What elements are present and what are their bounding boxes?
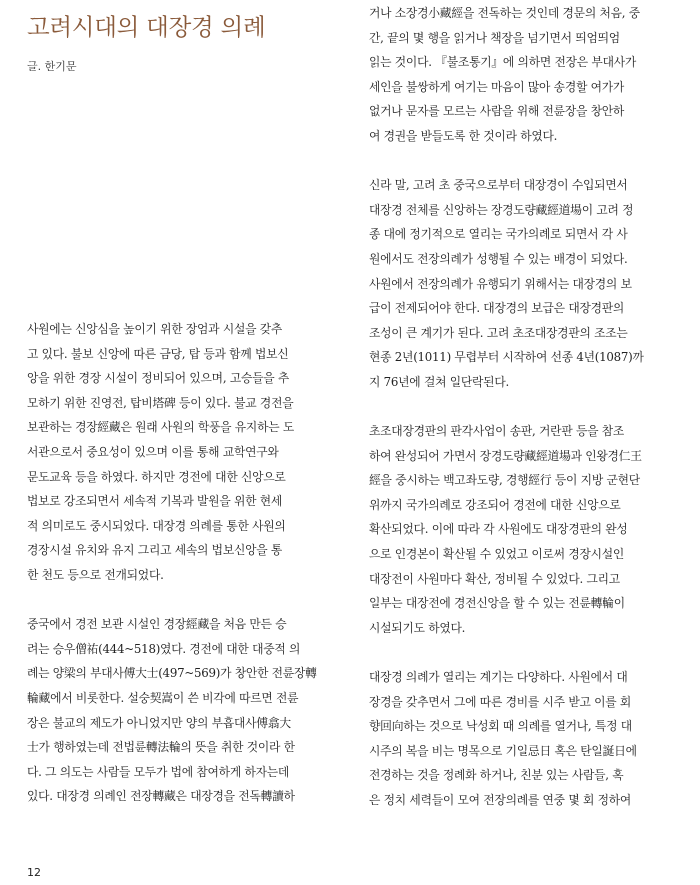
text-line: 앙을 위한 경장 시설이 정비되어 있으며, 고승들을 추 [27, 371, 290, 386]
text-line: 읽는 것이다. 『불조통기』에 의하면 전장은 부대사가 [369, 55, 637, 70]
text-line: 있다. 대장경 의례인 전장轉藏은 대장경을 전독轉讀하 [27, 789, 295, 804]
text-line: 세인을 불쌍하게 여기는 마음이 많아 송경할 여가가 [369, 79, 625, 94]
text-line: 종 대에 정기적으로 열리는 국가의례로 되면서 각 사 [369, 227, 628, 242]
text-line: 은 정치 세력들이 모여 전장의례를 연중 몇 회 정하여 [369, 793, 632, 807]
text-line: 적 의미로도 중시되었다. 대장경 의례를 통한 사원의 [27, 518, 286, 533]
text-line: 일부는 대장전에 경전신앙을 할 수 있는 전륜轉輪이 [369, 596, 625, 611]
right-text-column [369, 1, 673, 813]
text-line: 확산되었다. 이에 따라 각 사원에도 대장경판의 완성 [369, 522, 628, 537]
paragraph-gap [369, 640, 673, 665]
text-line: 經을 중시하는 백고좌도량, 경행經行 등이 지방 군현단 [369, 473, 640, 488]
text-line: 초조대장경판의 판각사업이 송판, 거란판 등을 참조 [369, 424, 625, 439]
text-line: 으로 인경본이 확산될 수 있었고 이로써 경장시설인 [369, 547, 625, 562]
text-line: 례는 양梁의 부대사傅大士(497~569)가 창안한 전륜장轉 [27, 666, 317, 681]
text-line: 지 76년에 걸쳐 일단락된다. [369, 374, 509, 389]
text-line: 대장경 의례가 열리는 계기는 다양하다. 사원에서 대 [369, 670, 628, 685]
paragraph-gap [369, 149, 673, 174]
text-line: 전경하는 것을 정례화 하거나, 친분 있는 사람들, 혹 [369, 768, 624, 783]
article-title: 고려시대의 대장경 의례 [27, 13, 266, 41]
text-line: 중국에서 경전 보관 시설인 경장經藏을 처음 만든 승 [27, 617, 287, 632]
left-text-column [27, 317, 331, 809]
text-line: 여 경권을 받들도록 한 것이라 하였다. [369, 128, 558, 143]
paragraph-gap [369, 395, 673, 420]
text-line: 원에서도 전장의례가 성행될 수 있는 배경이 되었다. [369, 251, 628, 266]
paragraph-gap [27, 588, 331, 613]
author-byline: 글. 한기문 [27, 60, 77, 73]
text-line: 경장시설 유치와 유지 그리고 세속의 법보신앙을 통 [27, 543, 283, 558]
text-line: 려는 승우僧祐(444~518)였다. 경전에 대한 대중적 의 [27, 641, 301, 656]
text-line: 위까지 국가의례로 강조되어 경전에 대한 신앙으로 [369, 497, 621, 512]
text-line: 거나 소장경小藏經을 전독하는 것인데 경문의 처음, 중 [369, 6, 640, 20]
paragraph [369, 665, 673, 813]
text-line: 문도교육 등을 하였다. 하지만 경전에 대한 신앙으로 [27, 469, 286, 484]
text-line: 현종 2년(1011) 무렵부터 시작하여 선종 4년(1087)까 [369, 350, 644, 365]
text-line: 시설되기도 하였다. [369, 620, 466, 635]
text-line: 사원에서 전장의례가 유행되기 위해서는 대장경의 보 [369, 276, 632, 291]
text-line: 모하기 위한 진영전, 탑비塔碑 등이 있다. 불교 경전을 [27, 395, 294, 410]
text-line: 조성이 큰 계기가 된다. 고려 초조대장경판의 조조는 [369, 325, 628, 340]
text-line: 서관으로서 중요성이 있으며 이를 통해 교학연구와 [27, 444, 279, 459]
text-line: 없거나 문자를 모르는 사람을 위해 전륜장을 창안하 [369, 104, 625, 119]
page-number: 12 [27, 866, 41, 879]
text-line: 고 있다. 불보 신앙에 따른 금당, 탑 등과 함께 법보신 [27, 346, 289, 361]
paragraph [369, 1, 673, 149]
text-line: 대장경 전체를 신앙하는 장경도량藏經道場이 고려 정 [369, 202, 634, 217]
paragraph [27, 612, 331, 809]
text-line: 법보로 강조되면서 세속적 기복과 발원을 위한 현세 [27, 494, 283, 509]
text-line: 급이 전제되어야 한다. 대장경의 보급은 대장경판의 [369, 301, 625, 316]
text-line: 하여 완성되어 가면서 장경도량藏經道場과 인왕경仁王 [369, 448, 642, 463]
text-line: 향回向하는 것으로 낙성회 때 의례를 열거나, 특정 대 [369, 719, 632, 734]
text-line: 신라 말, 고려 초 중국으로부터 대장경이 수입되면서 [369, 178, 628, 193]
paragraph [27, 317, 331, 588]
text-line: 장경을 갖추면서 그에 따른 경비를 시주 받고 이를 회 [369, 694, 632, 709]
text-line: 장은 불교의 제도가 아니었지만 양의 부흡대사傅翕大 [27, 715, 291, 730]
paragraph [369, 419, 673, 640]
text-line: 사원에는 신앙심을 높이기 위한 장엄과 시설을 갖추 [27, 322, 283, 336]
text-line: 시주의 복을 비는 명목으로 기일忌日 혹은 탄일誕日에 [369, 743, 637, 758]
paragraph [369, 173, 673, 394]
text-line: 대장전이 사원마다 확산, 정비될 수 있었다. 그리고 [369, 571, 620, 586]
text-line: 輪藏에서 비롯한다. 설숭契嵩이 쓴 비각에 따르면 전륜 [27, 690, 299, 705]
text-line: 士가 행하였는데 전법륜轉法輪의 뜻을 취한 것이라 한 [27, 740, 295, 755]
text-line: 보관하는 경장經藏은 원래 사원의 학풍을 유지하는 도 [27, 420, 295, 435]
text-line: 한 천도 등으로 전개되었다. [27, 567, 164, 582]
text-line: 간, 끝의 몇 행을 읽거나 책장을 넘기면서 띄엄띄엄 [369, 30, 620, 45]
text-line: 다. 그 의도는 사람들 모두가 법에 참여하게 하자는데 [27, 764, 290, 779]
